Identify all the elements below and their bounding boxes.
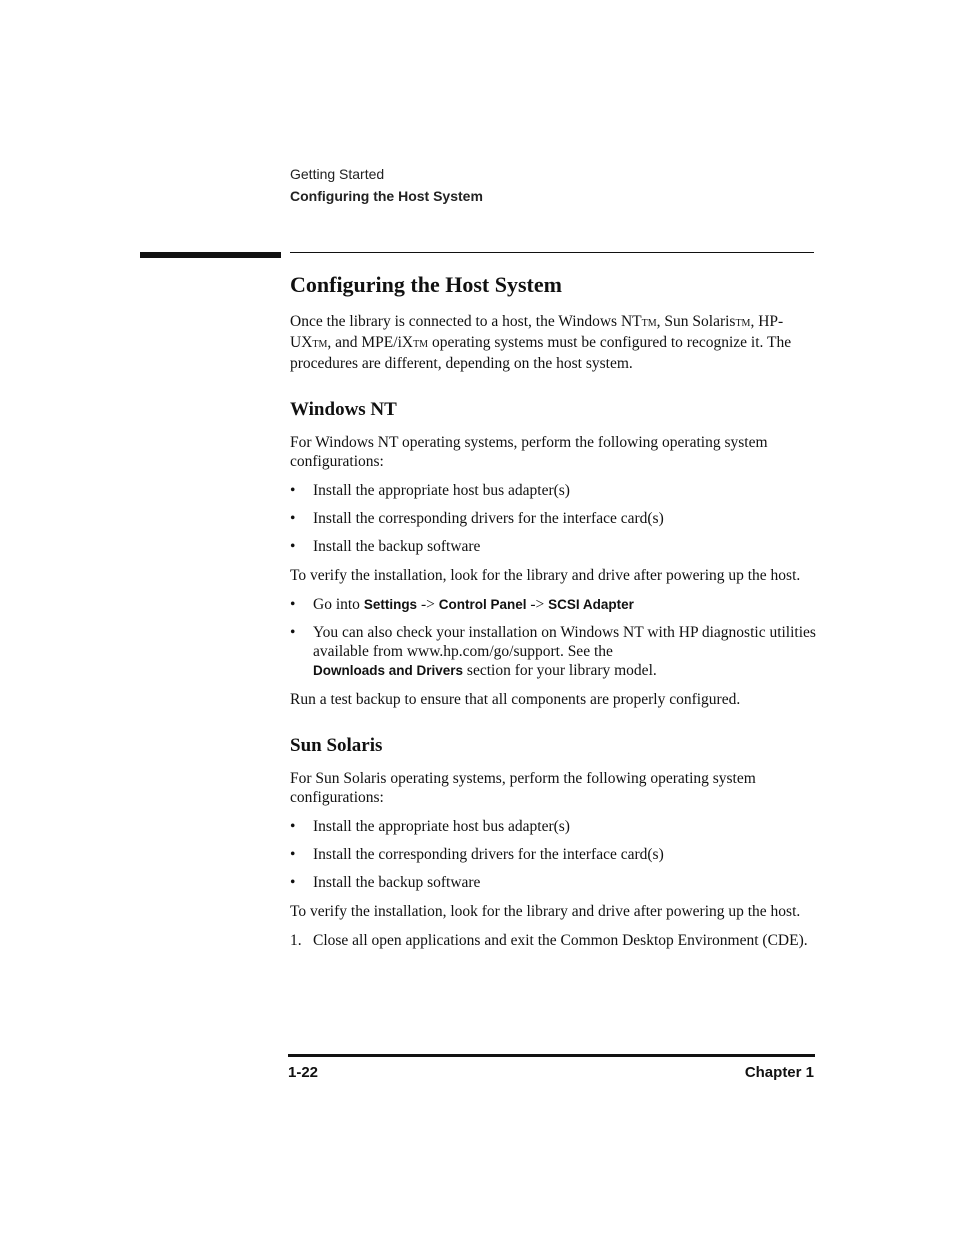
windows-verify: To verify the installation, look for the library and drive after powering up the host. <box>290 567 801 584</box>
bullet-icon: • <box>290 596 296 613</box>
intro-text-3: , HP-UX <box>290 313 784 351</box>
list-item-text: Install the appropriate host bus adapter(s) <box>313 482 570 499</box>
sun-solaris-heading: Sun Solaris <box>290 735 383 756</box>
footer-rule <box>288 1054 815 1057</box>
list-item <box>290 845 816 864</box>
step-text: Close all open applications and exit the Common Desktop Environment (CDE). <box>313 932 808 949</box>
intro-paragraph <box>290 312 816 373</box>
downloads-drivers-label: Downloads and Drivers <box>313 663 464 678</box>
tm-mark: TM <box>641 318 657 329</box>
page-title: Configuring the Host System <box>290 272 562 297</box>
goto-text: Go into <box>313 596 360 613</box>
list-item <box>290 537 816 556</box>
solaris-verify: To verify the installation, look for the library and drive after powering up the host. <box>290 903 801 920</box>
intro-text-2: , Sun Solaris <box>656 313 736 330</box>
list-item-text: Install the corresponding drivers for the interface card(s) <box>313 846 664 863</box>
footer-chapter: Chapter 1 <box>744 1064 814 1081</box>
scsi-adapter-path: SCSI Adapter <box>548 597 634 612</box>
control-panel-path: Control Panel <box>438 597 527 612</box>
tm-mark: TM <box>413 339 429 350</box>
bullet-icon: • <box>290 818 296 835</box>
list-item <box>290 817 816 836</box>
intro-text-5: operating systems must be configured to recognize it. The procedures are different, depending on the host system. <box>290 334 792 372</box>
windows-closing: Run a test backup to ensure that all components are properly configured. <box>290 691 741 708</box>
running-header-section: Configuring the Host System <box>290 188 483 204</box>
sun-solaris-section <box>290 733 816 950</box>
list-item <box>290 623 816 680</box>
check-text: You can also check your installation on Windows NT with HP diagnostic utilities available from www.hp.com/go/support. See the <box>313 624 816 660</box>
list-item <box>290 509 816 528</box>
intro-text-1: Once the library is connected to a host, the Windows NT <box>290 313 642 330</box>
main-content <box>290 270 816 960</box>
step-number: 1. <box>290 932 302 949</box>
list-item-text: Install the appropriate host bus adapter(s) <box>313 818 570 835</box>
tm-mark: TM <box>735 318 751 329</box>
windows-lead: For Windows NT operating systems, perform the following operating system configurations: <box>290 434 768 470</box>
solaris-bullet-list <box>290 817 816 892</box>
section-bar <box>140 252 281 258</box>
bullet-icon: • <box>290 874 296 891</box>
arrow-text: -> <box>530 596 545 613</box>
check-suffix: section for your library model. <box>466 662 657 679</box>
header-rule <box>290 252 814 253</box>
list-item-text: Install the corresponding drivers for the interface card(s) <box>313 510 664 527</box>
windows-bullet-list <box>290 481 816 556</box>
bullet-icon: • <box>290 846 296 863</box>
bullet-icon: • <box>290 538 296 555</box>
bullet-icon: • <box>290 624 296 641</box>
list-item-text: Install the backup software <box>313 874 481 891</box>
solaris-steps <box>290 931 816 950</box>
list-item <box>290 481 816 500</box>
bullet-icon: • <box>290 510 296 527</box>
bullet-icon: • <box>290 482 296 499</box>
windows-nt-heading: Windows NT <box>290 399 397 420</box>
arrow-text: -> <box>420 596 435 613</box>
windows-verify-list <box>290 595 816 680</box>
windows-nt-section <box>290 397 816 709</box>
list-item <box>290 873 816 892</box>
running-header-chapter: Getting Started <box>290 166 385 182</box>
tm-mark: TM <box>312 339 328 350</box>
list-item-text: Install the backup software <box>313 538 481 555</box>
intro-text-4: , and MPE/iX <box>327 334 414 351</box>
list-item <box>290 931 816 950</box>
settings-menu-path: Settings <box>363 597 418 612</box>
solaris-lead: For Sun Solaris operating systems, perform the following operating system configurations: <box>290 770 756 806</box>
list-item <box>290 595 816 614</box>
page-number: 1-22 <box>288 1064 319 1081</box>
